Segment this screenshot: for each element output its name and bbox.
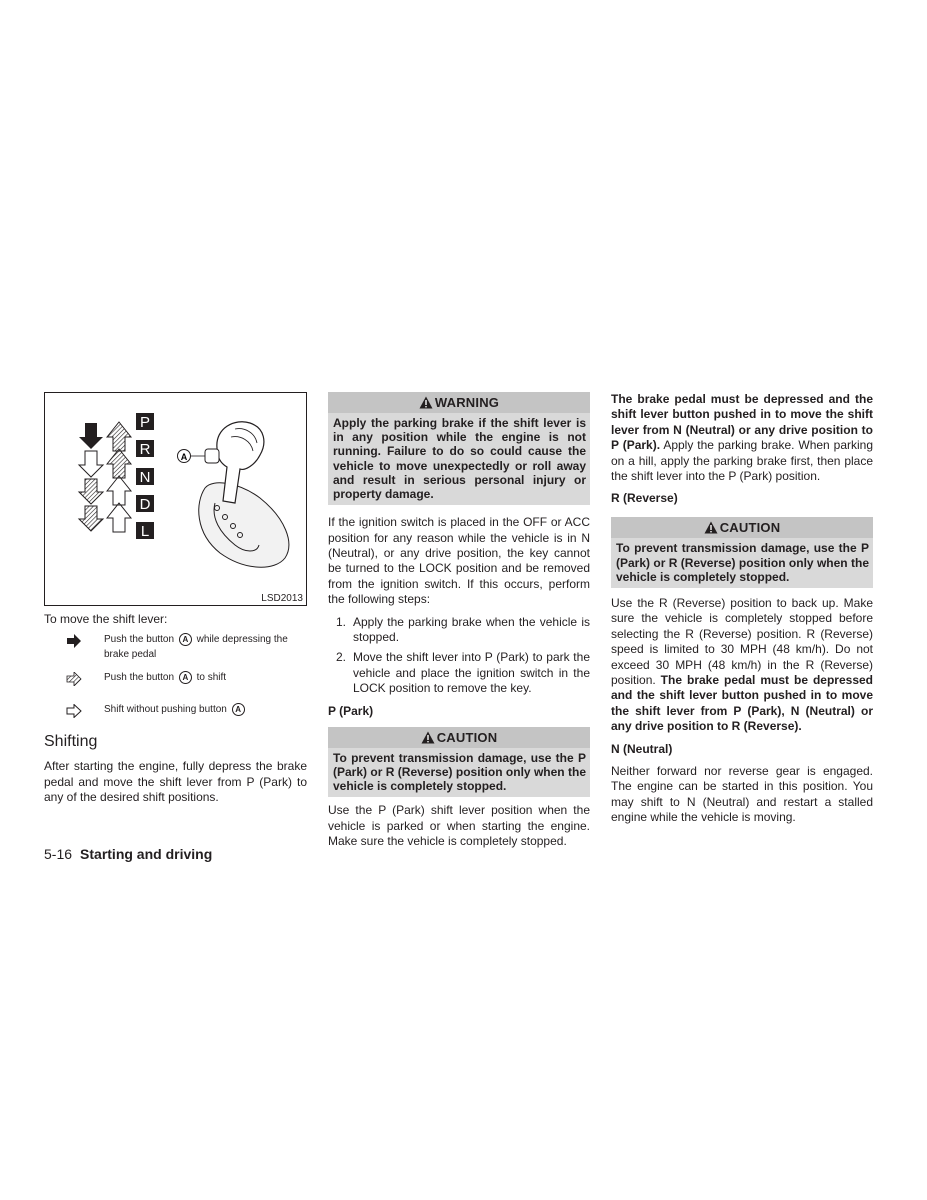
section-title-shifting: Shifting <box>44 733 98 751</box>
hatched-arrow-icon <box>44 671 104 686</box>
brake-rest-text: Apply the parking brake. When parking on a hill, apply the parking brake first, then place the shift lever into the P (Park) position. <box>611 438 873 484</box>
legend-text <box>104 633 307 661</box>
step-number: 2. <box>336 650 347 665</box>
warning-icon <box>419 396 433 409</box>
legend-item <box>44 671 307 703</box>
shift-lever-figure <box>44 392 307 606</box>
neutral-heading: N (Neutral) <box>611 741 673 756</box>
left-column <box>44 392 307 806</box>
reverse-bold-text: The brake pedal must be depressed and the shift lever button pushed in to move the shift lever from P (Park), N (Neutral) or any drive position to R (Reverse). <box>611 673 873 734</box>
park-text: Use the P (Park) shift lever position when the vehicle is parked or when starting the engine. Make sure the vehicle is completely stopped. <box>328 803 590 849</box>
warning-icon <box>421 731 435 744</box>
reverse-heading: R (Reverse) <box>611 491 678 506</box>
steps-list <box>328 615 590 697</box>
gear-label-r: R <box>139 441 151 458</box>
caution-title <box>611 517 873 538</box>
button-a-marker: A <box>179 671 192 684</box>
shift-gate <box>199 483 289 567</box>
button-a-marker: A <box>232 703 245 716</box>
warning-box <box>328 392 590 505</box>
ignition-paragraph: If the ignition switch is placed in the OFF or ACC position for any reason while the vehicle is in N (Neutral), or any drive position, the key cannot be turned to the LOCK position and be removed from the ignition switch. If this occurs, perform the following steps: <box>328 515 590 607</box>
gear-labels <box>136 413 154 540</box>
gear-label-p: P <box>139 414 151 431</box>
gear-label-n: N <box>139 469 151 486</box>
legend-text-before: Push the button <box>104 672 175 684</box>
warning-title <box>328 392 590 413</box>
shifting-text: After starting the engine, fully depress the brake pedal and move the shift lever from P (Park) to any of the desired shift positions. <box>44 759 307 805</box>
caution-box <box>328 727 590 798</box>
legend-item <box>44 633 307 671</box>
legend-text <box>104 703 307 717</box>
step-item <box>328 650 590 696</box>
gear-label-l: L <box>140 523 150 540</box>
neutral-text: Neither forward nor reverse gear is engaged. The engine can be started in this position. You may shift to N (Neutral) and restart a stalled engine while the vehicle is moving. <box>611 763 873 824</box>
legend-text-before: Push the button <box>104 634 175 646</box>
brake-bold-text: The brake pedal must be depressed and the shift lever button pushed in to move the shift lever from N (Neutral) or any drive position to P (Park). <box>611 392 873 453</box>
callout-label: A <box>180 452 188 462</box>
step-text: Move the shift lever into P (Park) to park the vehicle and place the ignition switch in the LOCK position to remove the key. <box>353 650 590 696</box>
caution-text: To prevent transmission damage, use the P (Park) or R (Reverse) position only when the vehicle is completely stopped. <box>616 541 869 584</box>
solid-arrow-icon <box>44 633 104 648</box>
legend-text-before: Shift without pushing button <box>104 704 227 716</box>
shift-lever-illustration <box>45 393 306 605</box>
shift-legend <box>44 633 307 729</box>
legend-item <box>44 703 307 729</box>
shift-intro: To move the shift lever: <box>44 612 168 626</box>
park-heading: P (Park) <box>328 703 374 718</box>
middle-column <box>328 392 590 850</box>
section-name: Starting and driving <box>80 846 213 862</box>
right-column <box>611 392 873 825</box>
step-number: 1. <box>336 614 347 629</box>
page-number: 5-16 <box>44 846 73 862</box>
legend-text-after: to shift <box>196 672 227 684</box>
shift-arrows <box>79 422 131 532</box>
step-item <box>328 615 590 646</box>
warning-icon <box>704 521 718 534</box>
caution-title <box>328 727 590 748</box>
warning-text: Apply the parking brake if the shift lever is in any position while the engine is not running. Failure to do so could cause the vehicle to move unexpectedly or roll away and result in serious personal injury or property damage. <box>333 416 586 502</box>
caution-box <box>611 517 873 588</box>
legend-text <box>104 671 307 685</box>
caution-title-text: CAUTION <box>719 520 781 536</box>
caution-title-text: CAUTION <box>436 729 498 745</box>
reverse-text: Use the R (Reverse) position to back up. Make sure the vehicle is completely stopped before selecting the R (Reverse) position. R (Reverse) speed is limited to 30 MPH (48 km/h). Do not exceed 30 MPH (48 km/h) in the R (Reverse) position. <box>611 596 873 688</box>
brake-paragraph <box>611 392 873 484</box>
caution-text: To prevent transmission damage, use the P (Park) or R (Reverse) position only when the vehicle is completely stopped. <box>333 750 586 794</box>
reverse-paragraph <box>611 596 873 735</box>
gear-label-d: D <box>139 496 151 513</box>
step-text: Apply the parking brake when the vehicle is stopped. <box>353 614 590 645</box>
warning-title-text: WARNING <box>434 395 500 410</box>
legend-text-after: while depressing the brake pedal <box>104 634 288 660</box>
button-a-marker: A <box>179 633 192 646</box>
figure-code: LSD2013 <box>261 593 303 604</box>
shift-knob <box>191 422 264 503</box>
page-footer <box>44 846 212 862</box>
outline-arrow-icon <box>44 703 104 718</box>
